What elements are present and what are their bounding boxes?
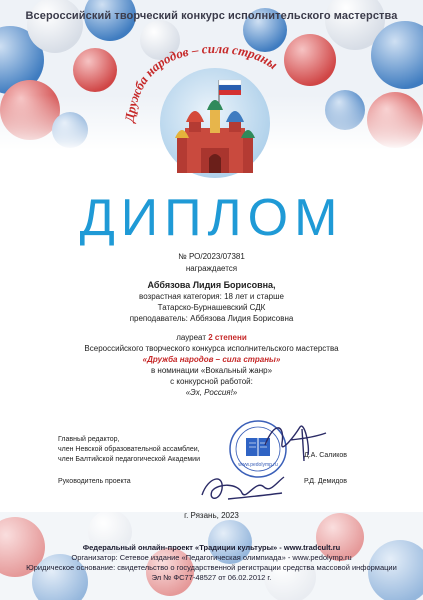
footer-line-2: Организатор: Сетевое издание «Педагогическая олимпиада» - www.pedolymp.ru — [71, 553, 352, 562]
diploma-title: ДИПЛОМ — [79, 189, 344, 247]
project-head-label: Руководитель проекта — [58, 478, 131, 485]
recipient-name: Аббязова Лидия Борисовна, — [147, 280, 276, 290]
footer-line-4: Эл № ФС77-48527 от 06.02.2012 г. — [151, 573, 272, 582]
awarded-label: награждается — [185, 264, 238, 273]
editor-name: Д.А. Саликов — [304, 452, 348, 459]
seal-text: www.pedolymp.ru — [238, 462, 278, 468]
award-prefix: лауреат — [176, 333, 206, 342]
nomination: в номинации «Вокальный жанр» — [150, 366, 273, 375]
contest-description: Всероссийского творческого конкурса исполнительского мастерства — [84, 344, 339, 353]
organization: Татарско-Бурнашевский СДК — [157, 303, 266, 312]
editor-signature — [260, 415, 330, 465]
teacher: преподаватель: Аббязова Лидия Борисовна — [129, 314, 294, 323]
contest-name: «Дружба народов – сила страны» — [142, 355, 281, 364]
award-degree: 2 степени — [208, 333, 247, 342]
work-label: с конкурсной работой: — [170, 377, 253, 386]
award-line — [0, 333, 423, 342]
emblem-arc-text: Дружба народов – сила страны — [121, 40, 281, 123]
editor-line-1: Главный редактор, — [58, 436, 120, 443]
footer-line-3: Юридическое основание: свидетельство о государственной регистрации средства массовой информации — [26, 563, 397, 572]
place-date: г. Рязань, 2023 — [184, 511, 239, 520]
editor-line-2: член Невской образовательной ассамблеи, — [58, 446, 200, 453]
editor-line-3: член Балтийской педагогической Академии — [58, 456, 201, 463]
head-signature — [198, 465, 288, 507]
head-name: Р.Д. Демидов — [304, 478, 347, 485]
work-title: «Эх, Россия!» — [185, 388, 238, 397]
footer-line-1: Федеральный онлайн-проект «Традиции культуры» - www.tradcult.ru — [82, 543, 341, 552]
age-category: возрастная категория: 18 лет и старше — [139, 292, 284, 301]
kremlin-emblem — [115, 28, 315, 183]
contest-header: Всероссийский творческий конкурс исполнительского мастерства — [25, 10, 398, 22]
diploma-number: № РО/2023/07381 — [178, 252, 245, 261]
